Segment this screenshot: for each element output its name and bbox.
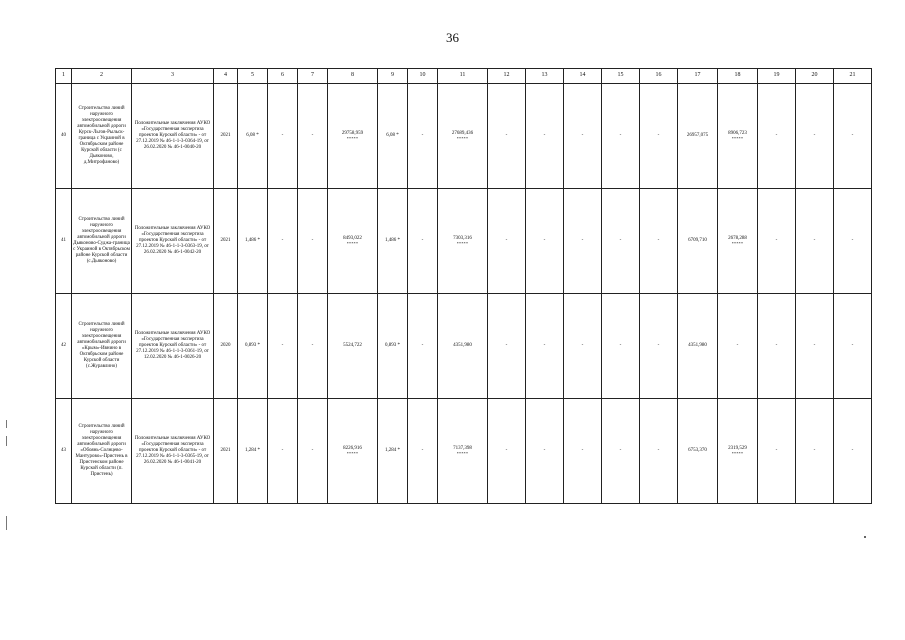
cell-value: 7137,398 bbox=[453, 445, 472, 451]
cell-6: - bbox=[268, 294, 298, 399]
object-name: Строительство линий наружного электроосвещения автомобильной дороги «Крым»-Ивнино в Октябрьском районе Курской области (с.Журавлино) bbox=[72, 294, 132, 399]
header-cell: 4 bbox=[214, 69, 238, 84]
cell-value: - bbox=[736, 343, 739, 348]
header-cell: 11 bbox=[438, 69, 488, 84]
header-row bbox=[56, 69, 872, 84]
header-cell: 13 bbox=[526, 69, 564, 84]
cell-20: - bbox=[796, 189, 834, 294]
header-cell: 19 bbox=[758, 69, 796, 84]
footnote-mark: ***** bbox=[456, 135, 469, 141]
cell-7: - bbox=[298, 84, 328, 189]
header-cell: 9 bbox=[378, 69, 408, 84]
cell-17: 4351,980 bbox=[678, 294, 718, 399]
cell-21: - bbox=[834, 84, 872, 189]
cell-13: - bbox=[526, 399, 564, 504]
cell-16: - bbox=[640, 189, 678, 294]
cell-11 bbox=[438, 399, 488, 504]
cell-7: - bbox=[298, 189, 328, 294]
year-cell: 2021 bbox=[214, 84, 238, 189]
cell-5: 1,284 * bbox=[238, 399, 268, 504]
cell-9: 1,486 * bbox=[378, 189, 408, 294]
cell-8 bbox=[328, 84, 378, 189]
cell-value: 2319,529 bbox=[728, 445, 747, 451]
row-index: 42 bbox=[56, 294, 72, 399]
cell-6: - bbox=[268, 189, 298, 294]
cell-value: 29758,959 bbox=[341, 130, 364, 136]
cell-11 bbox=[438, 189, 488, 294]
expert-conclusion: Положительные заключения АУКО «Государственная экспертиза проектов Курской области» - от 27.12.2019 № 46-1-1-3-0365-19, от 26.02.2020 № 46-1-0041-20 bbox=[132, 399, 214, 504]
scan-speck bbox=[864, 536, 866, 538]
footnote-mark: ***** bbox=[346, 240, 359, 246]
footnote-mark: ***** bbox=[731, 135, 744, 141]
cell-15: - bbox=[602, 189, 640, 294]
footnote-mark: ***** bbox=[456, 240, 469, 246]
cell-15: - bbox=[602, 294, 640, 399]
object-name: Строительство линий наружного электроосвещения автомобильной дороги Курск-Льгов-Рыльск-граница с Украиной в Октябрьском районе Курской области (с Дьяконово, д.Митрофаново) bbox=[72, 84, 132, 189]
footnote-mark: ***** bbox=[456, 450, 469, 456]
header-cell: 6 bbox=[268, 69, 298, 84]
scan-margin-mark bbox=[6, 436, 7, 446]
cell-21: - bbox=[834, 294, 872, 399]
cell-19: - bbox=[758, 294, 796, 399]
footnote-mark: ***** bbox=[346, 450, 359, 456]
cell-18 bbox=[718, 399, 758, 504]
cell-13: - bbox=[526, 294, 564, 399]
cell-17: 6753,370 bbox=[678, 399, 718, 504]
cell-6: - bbox=[268, 84, 298, 189]
cell-16: - bbox=[640, 84, 678, 189]
table-row bbox=[56, 294, 872, 399]
scan-margin-mark bbox=[6, 516, 7, 530]
cell-12: - bbox=[488, 399, 526, 504]
cell-value: 2678,288 bbox=[728, 235, 747, 241]
cell-19: - bbox=[758, 84, 796, 189]
row-index: 40 bbox=[56, 84, 72, 189]
cell-14: - bbox=[564, 399, 602, 504]
table-row bbox=[56, 399, 872, 504]
year-cell: 2021 bbox=[214, 399, 238, 504]
header-cell: 3 bbox=[132, 69, 214, 84]
cell-value: 7303,316 bbox=[453, 235, 472, 241]
header-cell: 20 bbox=[796, 69, 834, 84]
cell-15: - bbox=[602, 84, 640, 189]
expert-conclusion: Положительные заключения АУКО «Государственная экспертиза проектов Курской области» - от 27.12.2019 № 46-1-1-3-0361-19, от 12.02.2020 № 46-1-0026-20 bbox=[132, 294, 214, 399]
data-table bbox=[55, 68, 872, 504]
cell-14: - bbox=[564, 189, 602, 294]
cell-value: 27689,436 bbox=[451, 130, 474, 136]
cell-20: - bbox=[796, 84, 834, 189]
cell-value: 4351,980 bbox=[453, 343, 472, 348]
cell-10: - bbox=[408, 189, 438, 294]
table-row bbox=[56, 84, 872, 189]
cell-21: - bbox=[834, 399, 872, 504]
cell-14: - bbox=[564, 84, 602, 189]
cell-13: - bbox=[526, 189, 564, 294]
cell-18 bbox=[718, 84, 758, 189]
object-name: Строительство линий наружного электроосвещения автомобильной дороги «Обоянь-Солнцево-Мантурово»-Пристень в Пристенском районе Курской области (п. Пристень) bbox=[72, 399, 132, 504]
header-cell: 21 bbox=[834, 69, 872, 84]
header-cell: 12 bbox=[488, 69, 526, 84]
cell-value: 5524,722 bbox=[343, 343, 362, 348]
expert-conclusion: Положительные заключения АУКО «Государственная экспертиза проектов Курской области» - от 27.12.2019 № 46-1-1-3-0363-19, от 26.02.2020 № 46-1-0042-20 bbox=[132, 189, 214, 294]
cell-7: - bbox=[298, 399, 328, 504]
cell-7: - bbox=[298, 294, 328, 399]
cell-16: - bbox=[640, 294, 678, 399]
cell-18 bbox=[718, 189, 758, 294]
cell-8 bbox=[328, 189, 378, 294]
cell-13: - bbox=[526, 84, 564, 189]
year-cell: 2021 bbox=[214, 189, 238, 294]
cell-14: - bbox=[564, 294, 602, 399]
footnote-mark: ***** bbox=[346, 135, 359, 141]
page-number: 36 bbox=[446, 30, 459, 45]
cell-6: - bbox=[268, 399, 298, 504]
cell-15: - bbox=[602, 399, 640, 504]
cell-19: - bbox=[758, 189, 796, 294]
cell-5: 1,486 * bbox=[238, 189, 268, 294]
footnote-mark: ***** bbox=[731, 450, 744, 456]
expert-conclusion: Положительные заключения АУКО «Государственная экспертиза проектов Курской области» - от 27.12.2019 № 46-1-1-3-0364-19, от 26.02.2020 № 46-1-0040-20 bbox=[132, 84, 214, 189]
cell-5: 0,893 * bbox=[238, 294, 268, 399]
cell-12: - bbox=[488, 294, 526, 399]
cell-9: 0,893 * bbox=[378, 294, 408, 399]
header-cell: 10 bbox=[408, 69, 438, 84]
cell-20: - bbox=[796, 294, 834, 399]
cell-10: - bbox=[408, 399, 438, 504]
cell-12: - bbox=[488, 189, 526, 294]
cell-11 bbox=[438, 84, 488, 189]
cell-value: 8906,723 bbox=[728, 130, 747, 136]
cell-9: 1,284 * bbox=[378, 399, 408, 504]
cell-17: 26957,075 bbox=[678, 84, 718, 189]
header-cell: 5 bbox=[238, 69, 268, 84]
cell-12: - bbox=[488, 84, 526, 189]
object-name: Строительство линий наружного электроосвещения автомобильной дороги Дьяконово-Суджа-граница с Украиной в Октябрьском районе Курской области (с.Дьяконово) bbox=[72, 189, 132, 294]
cell-5: 6,08 * bbox=[238, 84, 268, 189]
header-cell: 17 bbox=[678, 69, 718, 84]
cell-8 bbox=[328, 399, 378, 504]
year-cell: 2020 bbox=[214, 294, 238, 399]
row-index: 43 bbox=[56, 399, 72, 504]
cell-value: 8226,916 bbox=[343, 445, 362, 451]
cell-20: - bbox=[796, 399, 834, 504]
header-cell: 15 bbox=[602, 69, 640, 84]
cell-11 bbox=[438, 294, 488, 399]
cell-18 bbox=[718, 294, 758, 399]
cell-10: - bbox=[408, 294, 438, 399]
cell-9: 6,08 * bbox=[378, 84, 408, 189]
cell-16: - bbox=[640, 399, 678, 504]
cell-value: 8493,022 bbox=[343, 235, 362, 241]
cell-8 bbox=[328, 294, 378, 399]
row-index: 41 bbox=[56, 189, 72, 294]
header-cell: 18 bbox=[718, 69, 758, 84]
scan-margin-mark bbox=[6, 420, 7, 428]
header-cell: 7 bbox=[298, 69, 328, 84]
header-cell: 2 bbox=[72, 69, 132, 84]
header-cell: 1 bbox=[56, 69, 72, 84]
cell-21: - bbox=[834, 189, 872, 294]
cell-10: - bbox=[408, 84, 438, 189]
header-cell: 14 bbox=[564, 69, 602, 84]
header-cell: 8 bbox=[328, 69, 378, 84]
table-row bbox=[56, 189, 872, 294]
footnote-mark: ***** bbox=[731, 240, 744, 246]
cell-19: - bbox=[758, 399, 796, 504]
header-cell: 16 bbox=[640, 69, 678, 84]
cell-17: 6709,710 bbox=[678, 189, 718, 294]
